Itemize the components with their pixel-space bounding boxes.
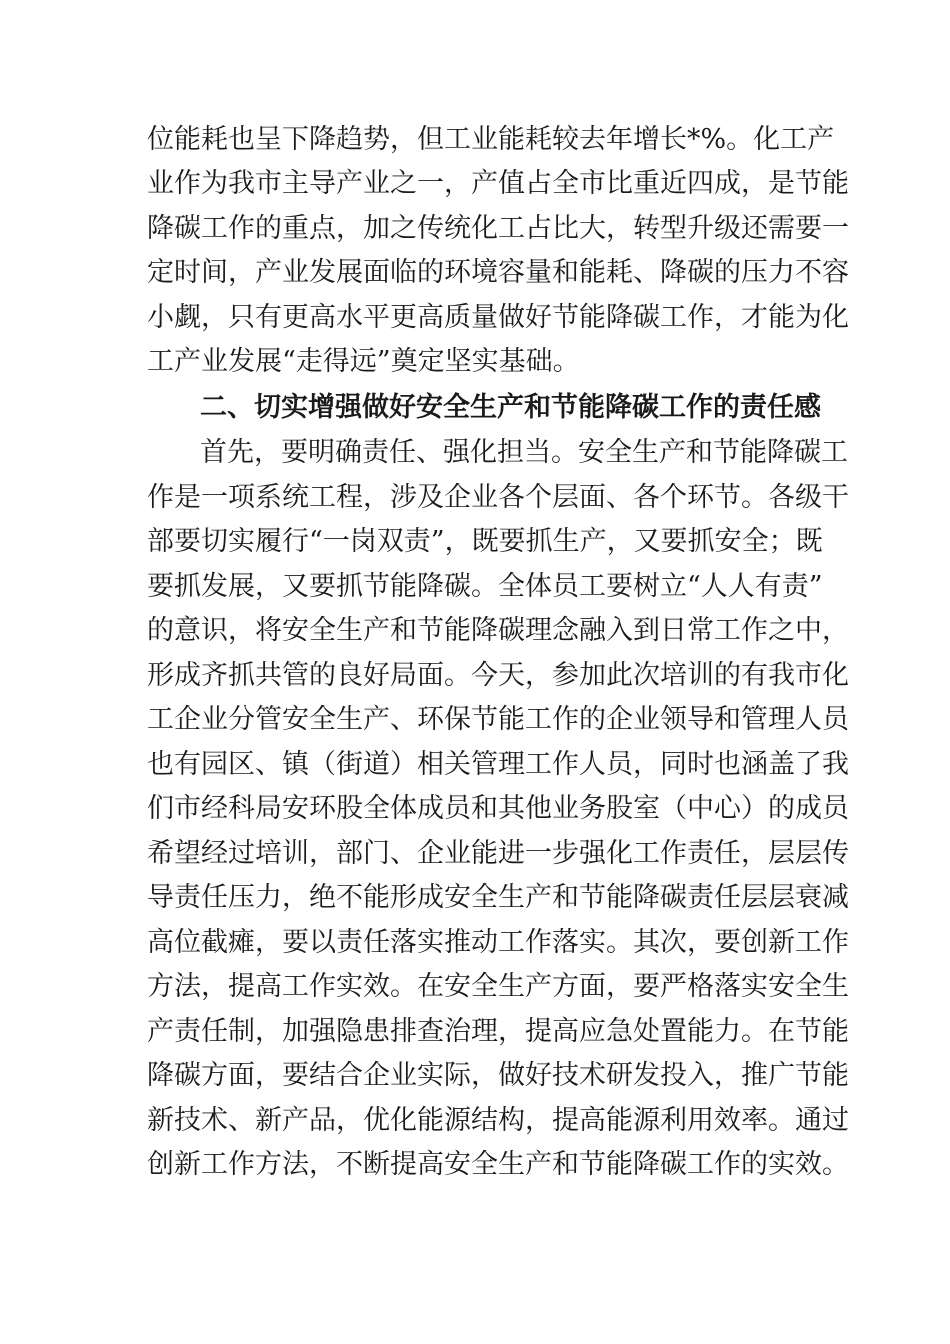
paragraph-1-line: 业作为我市主导产业之一，产值占全市比重近四成，是节能 <box>147 168 849 199</box>
section-heading: 二、切实增强做好安全生产和节能降碳工作的责任感 <box>200 392 821 423</box>
paragraph-2-line: 的意识，将安全生产和节能降碳理念融入到日常工作之中， <box>147 615 849 646</box>
paragraph-2-line: 作是一项系统工程，涉及企业各个层面、各个环节。各级干 <box>147 482 849 513</box>
paragraph-2-line: 降碳方面，要结合企业实际，做好技术研发投入，推广节能 <box>147 1060 849 1091</box>
paragraph-2-line: 方法，提高工作实效。在安全生产方面，要严格落实安全生 <box>147 971 849 1002</box>
paragraph-2-line: 产责任制，加强隐患排查治理，提高应急处置能力。在节能 <box>147 1016 849 1047</box>
paragraph-2-line: 也有园区、镇（街道）相关管理工作人员，同时也涵盖了我 <box>147 749 849 780</box>
paragraph-2-line: 新技术、新产品，优化能源结构，提高能源利用效率。通过 <box>147 1105 849 1136</box>
paragraph-2-line: 们市经科局安环股全体成员和其他业务股室（中心）的成员 <box>147 793 849 824</box>
paragraph-2-line: 部要切实履行“一岗双责”，既要抓生产，又要抓安全；既 <box>147 526 823 557</box>
paragraph-2-line: 形成齐抓共管的良好局面。今天，参加此次培训的有我市化 <box>147 660 849 691</box>
paragraph-2-line: 首先，要明确责任、强化担当。安全生产和节能降碳工 <box>200 437 848 468</box>
paragraph-1-line: 小觑，只有更高水平更高质量做好节能降碳工作，才能为化 <box>147 302 849 333</box>
paragraph-1-line: 位能耗也呈下降趋势，但工业能耗较去年增长*%。化工产 <box>147 124 835 155</box>
paragraph-2-line: 创新工作方法，不断提高安全生产和节能降碳工作的实效。 <box>147 1149 849 1180</box>
paragraph-1-line: 降碳工作的重点，加之传统化工占比大，转型升级还需要一 <box>147 213 849 244</box>
paragraph-2-line: 希望经过培训，部门、企业能进一步强化工作责任，层层传 <box>147 838 849 869</box>
paragraph-1-line: 工产业发展“走得远”奠定坚实基础。 <box>147 346 580 377</box>
paragraph-2-line: 导责任压力，绝不能形成安全生产和节能降碳责任层层衰减 <box>147 882 849 913</box>
paragraph-2-line: 要抓发展，又要抓节能降碳。全体员工要树立“人人有责” <box>147 571 823 602</box>
paragraph-1-line: 定时间，产业发展面临的环境容量和能耗、降碳的压力不容 <box>147 257 849 288</box>
paragraph-2-line: 高位截瘫，要以责任落实推动工作落实。其次，要创新工作 <box>147 927 849 958</box>
paragraph-2-line: 工企业分管安全生产、环保节能工作的企业领导和管理人员 <box>147 704 849 735</box>
